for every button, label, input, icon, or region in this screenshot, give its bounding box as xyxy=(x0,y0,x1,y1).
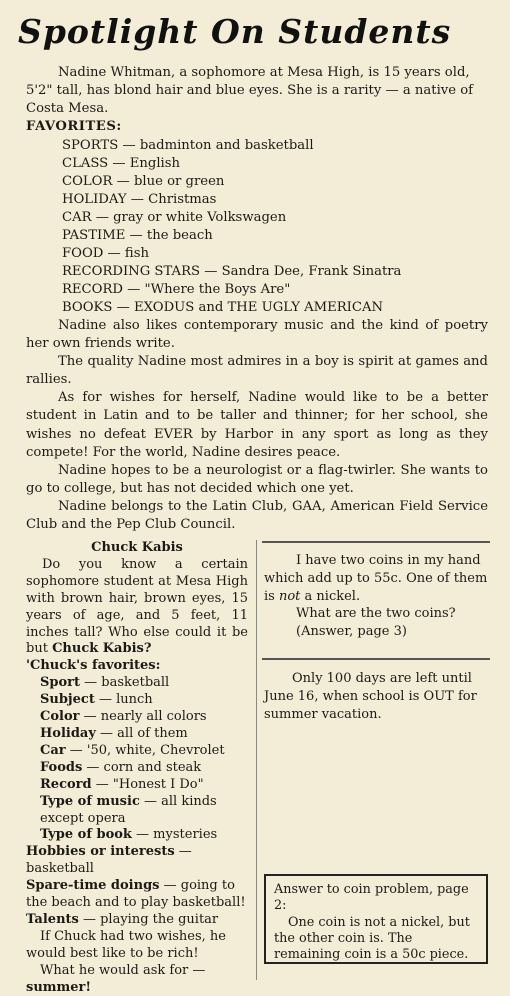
list-item xyxy=(26,878,248,912)
fav-value: — mysteries xyxy=(131,827,218,843)
list-item: RECORD — "Where the Boys Are" xyxy=(62,282,291,297)
nadine-favorites-list xyxy=(62,137,482,317)
coin-puzzle-text xyxy=(264,552,490,605)
chuck-favorites-list xyxy=(26,675,248,929)
fav-label: Type of music xyxy=(40,793,140,809)
list-item xyxy=(26,827,248,844)
fav-label: Talents xyxy=(26,911,79,927)
paragraph: The quality Nadine most admires in a boy is spirit at games and rallies. xyxy=(26,354,488,388)
paragraph: As for wishes for herself, Nadine would like to be a better student in Latin and to be taller and thinner; for her school, she wishes no defeat EVER by Harbor in any sport as long as they compete! For the world, Nadine desires peace. xyxy=(26,390,488,460)
days-left-notice xyxy=(264,670,490,723)
list-item xyxy=(26,726,248,743)
coin-text-b: a nickel. xyxy=(300,588,361,604)
list-item xyxy=(26,743,248,760)
list-item: PASTIME — the beach xyxy=(62,228,213,243)
coin-text-em: not xyxy=(278,588,301,604)
chuck-ask-bold: summer! xyxy=(26,979,92,995)
fav-label: Record xyxy=(40,776,92,792)
chuck-intro xyxy=(26,557,248,658)
fav-label: Holiday xyxy=(40,725,96,741)
divider xyxy=(262,658,490,660)
list-item xyxy=(26,675,248,692)
chuck-favorites-heading: 'Chuck's favorites: xyxy=(26,658,161,674)
fav-value: — '50, white, Chevrolet xyxy=(65,742,225,758)
fav-value: — basketball xyxy=(26,844,192,877)
fav-value: — lunch xyxy=(94,692,153,708)
fav-value: — playing the guitar xyxy=(78,911,219,927)
fav-label: Foods xyxy=(40,759,83,775)
list-item: CLASS — English xyxy=(62,156,181,171)
list-item xyxy=(26,760,248,777)
coin-question: What are the two coins? xyxy=(296,606,456,622)
nadine-paragraphs xyxy=(26,317,488,534)
column-divider xyxy=(256,540,257,980)
fav-value: — all of them xyxy=(95,725,188,741)
fav-label: Spare-time doings xyxy=(26,878,160,894)
answer-body: One coin is not a nickel, but the other coin is. The remaining coin is a 50c piece. xyxy=(274,914,470,963)
answer-heading: Answer to coin problem, page 2: xyxy=(274,882,469,914)
chuck-intro-text: Do you know a certain sophomore student at Mesa High with brown hair, brown eyes, 15 years of age, and 5 feet, 11 inches tall? Who else could it be but xyxy=(26,556,248,657)
answer-box xyxy=(264,874,488,964)
list-item xyxy=(26,794,248,828)
days-text-a: Only 100 days are left until June 16, when school is xyxy=(264,671,472,704)
chuck-profile xyxy=(26,540,248,996)
fav-value: — all kinds except opera xyxy=(40,793,217,826)
list-item xyxy=(26,844,248,878)
list-item: COLOR — blue or green xyxy=(62,174,225,189)
fav-label: Subject xyxy=(40,692,95,708)
list-item: RECORDING STARS — Sandra Dee, Frank Sinatra xyxy=(62,264,402,279)
chuck-name: Chuck Kabis xyxy=(91,540,183,555)
coin-puzzle xyxy=(264,552,490,641)
divider xyxy=(262,541,490,543)
fav-value: — basketball xyxy=(80,675,170,691)
paragraph: Nadine also likes contemporary music and the kind of poetry her own friends write. xyxy=(26,318,488,352)
fav-label: Car xyxy=(40,742,66,758)
list-item: BOOKS — EXODUS and THE UGLY AMERICAN xyxy=(62,300,384,315)
list-item xyxy=(26,709,248,726)
days-text-c: for summer vacation. xyxy=(264,688,477,722)
list-item: FOOD — fish xyxy=(62,246,149,261)
page-title: Spotlight On Students xyxy=(18,12,452,51)
nadine-favorites-heading: FAVORITES: xyxy=(26,119,122,134)
chuck-ask xyxy=(26,963,248,996)
fav-label: Hobbies or interests xyxy=(26,844,175,860)
days-text-b: OUT xyxy=(423,688,454,704)
list-item xyxy=(26,692,248,709)
fav-label: Type of book xyxy=(40,827,132,843)
coin-text-a: I have two coins in my hand which add up to 55c. One of them is xyxy=(264,553,488,604)
list-item xyxy=(26,777,248,794)
fav-value: — corn and steak xyxy=(82,759,202,775)
fav-label: Sport xyxy=(40,675,81,691)
chuck-intro-name: Chuck Kabis? xyxy=(52,641,152,657)
fav-label: Color xyxy=(40,709,80,725)
chuck-wishes: If Chuck had two wishes, he would best like to be rich! xyxy=(26,928,226,961)
fav-value: — nearly all colors xyxy=(79,709,207,725)
paragraph: Nadine hopes to be a neurologist or a flag-twirler. She wants to go to college, but has not decided which one yet. xyxy=(26,462,488,496)
list-item xyxy=(26,912,248,929)
coin-reference: (Answer, page 3) xyxy=(296,624,407,640)
fav-value: — going to the beach and to play basketball! xyxy=(26,878,246,911)
list-item: SPORTS — badminton and basketball xyxy=(62,138,314,153)
list-item: HOLIDAY — Christmas xyxy=(62,192,217,207)
list-item: CAR — gray or white Volkswagen xyxy=(62,210,287,225)
fav-value: — "Honest I Do" xyxy=(91,776,204,792)
nadine-intro: Nadine Whitman, a sophomore at Mesa High, is 15 years old, 5'2" tall, has blond hair and blue eyes. She is a rarity — a native of Costa Mesa. xyxy=(26,65,474,116)
days-left-text xyxy=(264,670,490,723)
paragraph: Nadine belongs to the Latin Club, GAA, American Field Service Club and the Pep Club Council. xyxy=(26,498,488,533)
chuck-ask-text: What he would ask for — xyxy=(40,962,206,978)
